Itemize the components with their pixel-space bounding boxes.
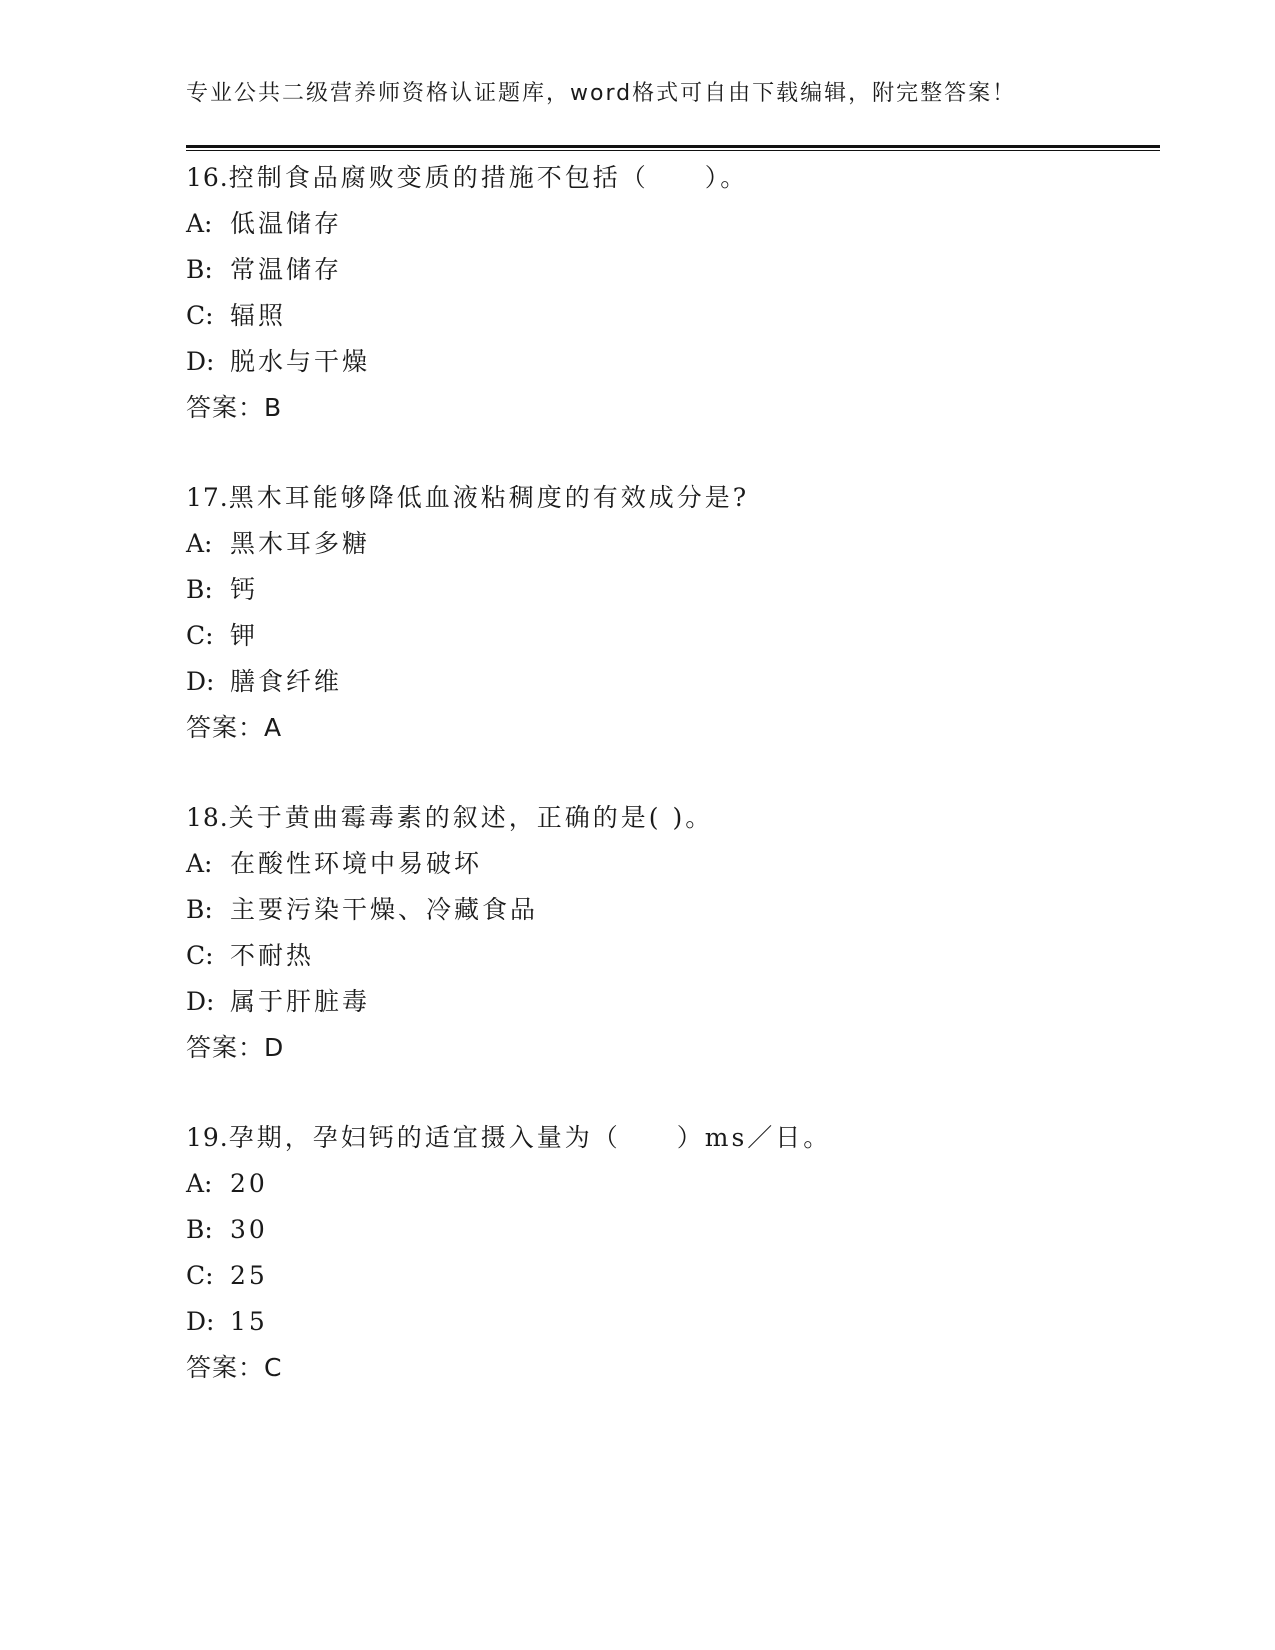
- option-letter: D:: [186, 667, 215, 696]
- question-stem: [186, 1115, 1146, 1161]
- option-letter: B:: [186, 255, 213, 284]
- option-c: [186, 293, 1146, 339]
- option-letter: C:: [186, 1261, 214, 1290]
- option-d: [186, 1299, 1146, 1345]
- question-17: [186, 475, 1146, 751]
- option-text: 主要污染干燥、冷藏食品: [230, 895, 539, 924]
- question-16: [186, 155, 1146, 431]
- answer-line: 答案：C: [186, 1353, 283, 1382]
- option-letter: C:: [186, 941, 214, 970]
- answer-line: 答案：D: [186, 1033, 285, 1062]
- option-c: [186, 613, 1146, 659]
- option-a: [186, 841, 1146, 887]
- header-divider-thick: [186, 145, 1160, 148]
- question-number: 19.: [186, 1123, 229, 1152]
- option-text: 20: [230, 1169, 268, 1198]
- option-letter: C:: [186, 621, 214, 650]
- option-b: [186, 567, 1146, 613]
- header-divider-thin: [186, 150, 1160, 151]
- option-letter: B:: [186, 895, 213, 924]
- question-stem: [186, 475, 1146, 521]
- question-stem: [186, 155, 1146, 201]
- question-number: 18.: [186, 803, 229, 832]
- answer-line: 答案：A: [186, 713, 283, 742]
- option-c: [186, 1253, 1146, 1299]
- option-letter: C:: [186, 301, 214, 330]
- option-text: 15: [230, 1307, 268, 1336]
- option-a: [186, 201, 1146, 247]
- option-text: 25: [230, 1261, 268, 1290]
- option-letter: D:: [186, 987, 215, 1016]
- option-text: 黑木耳多糖: [230, 529, 371, 558]
- option-text: 膳食纤维: [230, 667, 343, 696]
- option-d: [186, 979, 1146, 1025]
- option-text: 常温储存: [230, 255, 343, 284]
- option-a: [186, 521, 1146, 567]
- question-number: 16.: [186, 163, 229, 192]
- option-letter: D:: [186, 347, 215, 376]
- question-text: 黑木耳能够降低血液粘稠度的有效成分是?: [228, 483, 750, 512]
- option-text: 30: [230, 1215, 268, 1244]
- question-18: [186, 795, 1146, 1071]
- option-letter: A:: [186, 849, 213, 878]
- option-text: 属于肝脏毒: [230, 987, 371, 1016]
- option-text: 不耐热: [230, 941, 315, 970]
- option-letter: A:: [186, 1169, 213, 1198]
- question-text: 关于黄曲霉毒素的叙述，正确的是( )。: [228, 803, 714, 832]
- answer-line: 答案：B: [186, 393, 283, 422]
- option-b: [186, 887, 1146, 933]
- option-a: [186, 1161, 1146, 1207]
- question-19: [186, 1115, 1146, 1391]
- question-stem: [186, 795, 1146, 841]
- option-text: 低温储存: [230, 209, 343, 238]
- option-letter: B:: [186, 575, 213, 604]
- option-text: 辐照: [230, 301, 287, 330]
- option-b: [186, 247, 1146, 293]
- option-letter: A:: [186, 529, 213, 558]
- option-text: 钾: [230, 621, 259, 650]
- option-text: 脱水与干燥: [230, 347, 371, 376]
- question-number: 17.: [186, 483, 229, 512]
- option-c: [186, 933, 1146, 979]
- option-letter: B:: [186, 1215, 213, 1244]
- option-text: 在酸性环境中易破坏: [230, 849, 483, 878]
- option-b: [186, 1207, 1146, 1253]
- option-d: [186, 339, 1146, 385]
- option-text: 钙: [230, 575, 259, 604]
- option-letter: D:: [186, 1307, 215, 1336]
- option-letter: A:: [186, 209, 213, 238]
- option-d: [186, 659, 1146, 705]
- page-header: 专业公共二级营养师资格认证题库，word格式可自由下载编辑，附完整答案！: [186, 81, 1017, 106]
- question-text: 控制食品腐败变质的措施不包括（ ）。: [228, 163, 749, 192]
- question-text: 孕期，孕妇钙的适宜摄入量为（ ）ms／日。: [228, 1123, 832, 1152]
